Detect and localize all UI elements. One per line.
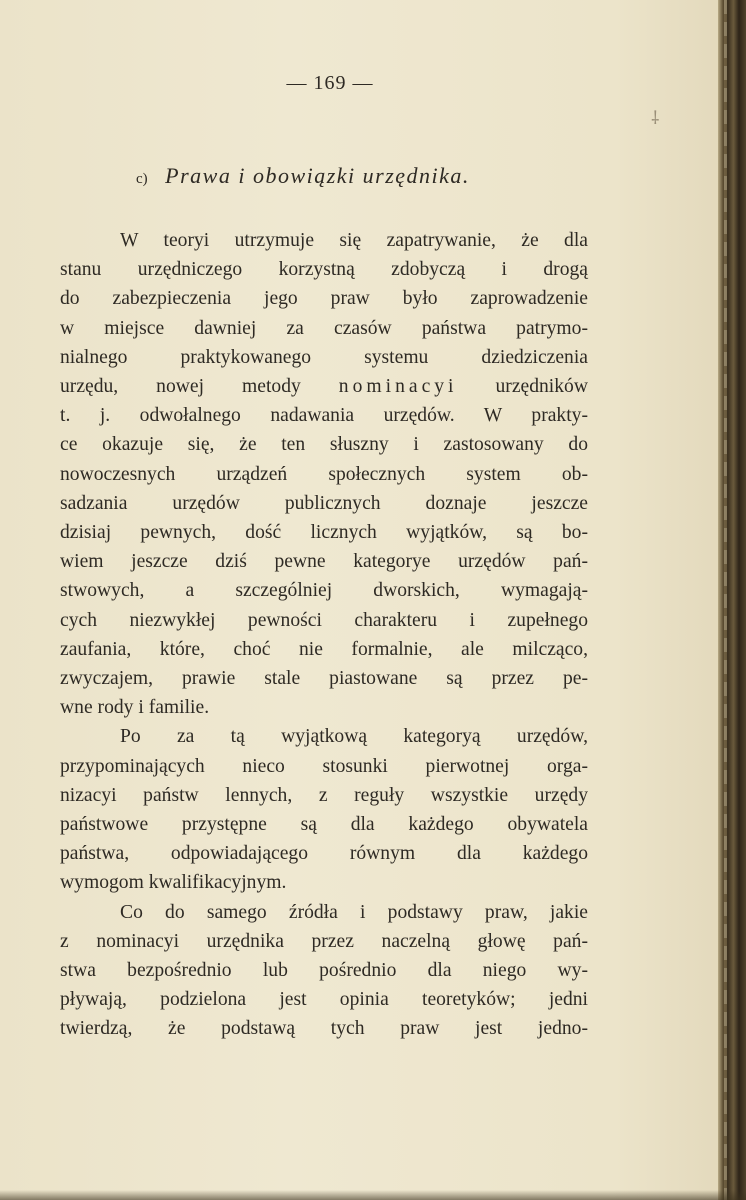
text-line: cych niezwykłej pewności charakteru i zupełnego xyxy=(60,609,588,631)
text-line: Po za tą wyjątkową kategoryą urzędów, xyxy=(120,726,588,748)
text-line: z nominacyi urzędnika przez naczelną głowę pań- xyxy=(60,930,588,952)
text-line: państwa, odpowiadającego równym dla każdego xyxy=(60,843,588,865)
body-text xyxy=(60,226,588,1044)
text-line: ce okazuje się, że ten słuszny i zastosowany do xyxy=(60,434,588,456)
text-line: pływają, podzielona jest opinia teoretyków; jedni xyxy=(60,989,588,1011)
text-line: zwyczajem, prawie stale piastowane są przez pe- xyxy=(60,668,588,690)
page-bottom-shadow xyxy=(0,1190,746,1200)
paragraph xyxy=(60,722,588,897)
text-line: w miejsce dawniej za czasów państwa patrymo- xyxy=(60,317,588,339)
page-number: — 169 — xyxy=(286,72,374,94)
text-line: zaufania, które, choć nie formalnie, ale milcząco, xyxy=(60,638,588,660)
text-fragment: urzędu, nowej metody xyxy=(60,376,339,398)
section-heading xyxy=(136,163,470,189)
text-line: stwa bezpośrednio lub pośrednio dla niego wy- xyxy=(60,960,588,982)
text-line: dzisiaj pewnych, dość licznych wyjątków, są bo- xyxy=(60,522,588,544)
text-line: do zabezpieczenia jego praw było zaprowadzenie xyxy=(60,288,588,310)
text-line: nowoczesnych urządzeń społecznych system ob- xyxy=(60,463,588,485)
text-line: wymogom kwalifikacyjnym. xyxy=(60,872,287,894)
text-line: nizacyi państw lennych, z reguły wszystkie urzędy xyxy=(60,784,588,806)
section-title: Prawa i obowiązki urzędnika. xyxy=(165,163,470,188)
section-label: c) xyxy=(136,171,148,187)
text-line: nialnego praktykowanego systemu dziedziczenia xyxy=(60,346,588,368)
book-page-edge xyxy=(718,0,746,1200)
text-line: stwowych, a szczególniej dworskich, wymagają- xyxy=(60,580,588,602)
text-line xyxy=(60,372,588,401)
text-line: W teoryi utrzymuje się zapatrywanie, że dla xyxy=(120,230,588,251)
text-line: sadzania urzędów publicznych doznaje jeszcze xyxy=(60,492,588,514)
text-line: wiem jeszcze dziś pewne kategorye urzędów pań- xyxy=(60,551,588,573)
emphasized-term: nominacyi xyxy=(338,376,458,398)
text-line: t. j. odwołalnego nadawania urzędów. W prakty- xyxy=(60,405,588,427)
text-fragment: urzędników xyxy=(457,376,588,398)
text-line: Co do samego źródła i podstawy praw, jakie xyxy=(120,901,588,923)
text-line: państwowe przystępne są dla każdego obywatela xyxy=(60,814,588,836)
text-line: stanu urzędniczego korzystną zdobyczą i drogą xyxy=(60,259,588,281)
text-line: wne rody i familie. xyxy=(60,697,210,719)
text-line: twierdzą, że podstawą tych praw jest jedno- xyxy=(60,1018,588,1040)
paragraph xyxy=(60,226,588,722)
text-line: przypominających nieco stosunki pierwotnej orga- xyxy=(60,755,588,777)
paragraph xyxy=(60,898,588,1044)
margin-mark: ⸸ xyxy=(651,108,660,128)
